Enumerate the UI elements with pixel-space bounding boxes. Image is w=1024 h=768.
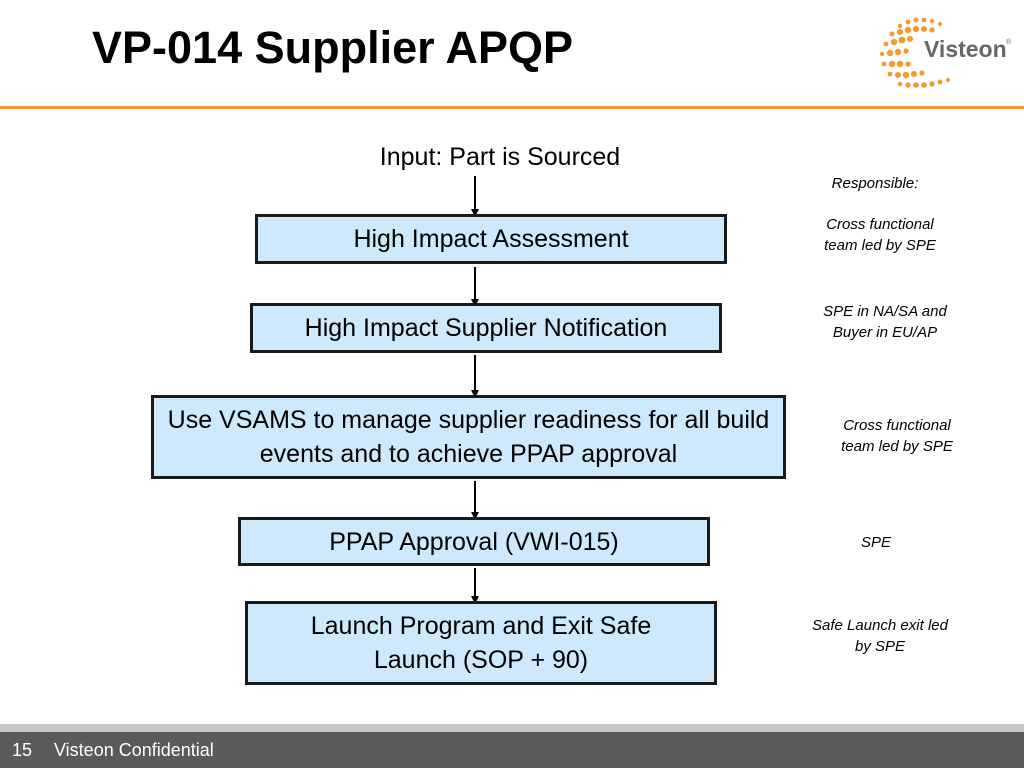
flow-step-label: High Impact Assessment [353, 225, 629, 253]
slide-footer [0, 732, 1024, 768]
responsible-step-1: Cross functional team led by SPE [824, 216, 936, 254]
responsible-step-5: Safe Launch exit led by SPE [812, 617, 948, 655]
flow-step-label: Launch Program and Exit Safe Launch (SOP + 90) [310, 612, 652, 674]
flow-step-label: PPAP Approval (VWI-015) [329, 527, 619, 556]
responsible-step-2: SPE in NA/SA and Buyer in EU/AP [823, 303, 947, 341]
flow-step-vsams [151, 395, 786, 479]
svg-text:®: ® [1006, 39, 1012, 46]
slide-title: VP-014 Supplier APQP [92, 22, 573, 73]
flow-step-high-impact-assessment [255, 214, 727, 264]
confidential-label: Visteon Confidential [54, 740, 214, 760]
responsible-step-3: Cross functional team led by SPE [841, 417, 953, 455]
flow-step-label: High Impact Supplier Notification [304, 314, 668, 342]
flow-step-ppap-approval [238, 517, 710, 566]
page-number: 15 [12, 740, 33, 760]
footer-separator [0, 724, 1024, 732]
flow-input-label: Input: Part is Sourced [379, 143, 621, 171]
flow-step-launch-program [245, 601, 717, 685]
logo-wordmark: Visteon [924, 36, 1007, 62]
responsible-heading: Responsible: [831, 175, 919, 192]
flow-step-supplier-notification [250, 303, 722, 353]
responsible-step-4: SPE [860, 534, 891, 551]
flow-step-label: Use VSAMS to manage supplier readiness for all build events and to achieve PPAP approval [167, 406, 770, 468]
